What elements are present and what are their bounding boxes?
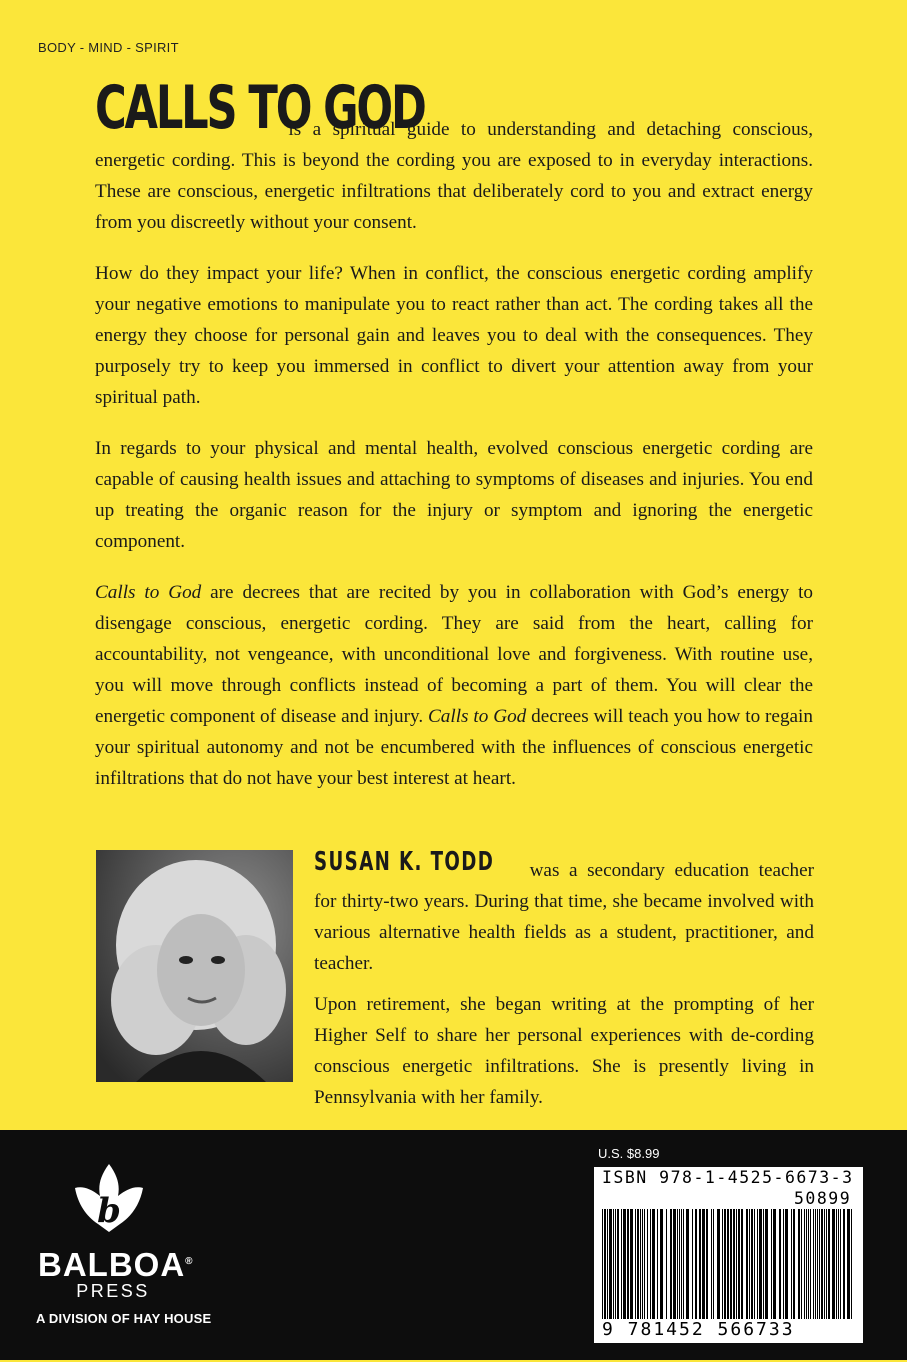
barcode-bar (808, 1209, 809, 1319)
paragraph-4 (95, 577, 813, 794)
barcode-bar (736, 1209, 737, 1319)
author-section (96, 847, 814, 1108)
italic-title-1: Calls to God (95, 582, 202, 603)
barcode-digits: 9 781452 566733 (602, 1319, 795, 1340)
barcode-bar (791, 1209, 792, 1319)
barcode-bar (609, 1209, 612, 1319)
barcode-bar (771, 1209, 772, 1319)
barcode-bar (604, 1209, 606, 1319)
paragraph-3: In regards to your physical and mental health, evolved conscious energetic cording are capable of causing health issues and attaching to symptoms of diseases and injuries. You end up treating the organic reason for the injury or symptom and ignoring the energetic component. (95, 438, 813, 552)
author-photo (96, 850, 293, 1082)
publisher-name-text: BALBOA (38, 1246, 186, 1283)
lotus-icon (74, 1162, 144, 1240)
barcode-bar (757, 1209, 758, 1319)
logo-letter: b (97, 1191, 121, 1231)
isbn-text: ISBN 978-1-4525-6673-3 (602, 1168, 854, 1187)
barcode-bar (746, 1209, 748, 1319)
barcode-bar (681, 1209, 682, 1319)
footer-band (0, 1130, 907, 1360)
barcode-bar (666, 1209, 667, 1319)
barcode-bar (695, 1209, 697, 1319)
barcode-bar (650, 1209, 651, 1319)
description (95, 73, 814, 814)
barcode-bar (677, 1209, 678, 1319)
paragraph-4-text-2: decrees will teach you how to regain your spiritual autonomy and not be encumbered with the influences of conscious energetic infiltrations that do not have your best interest at heart. (95, 706, 813, 789)
barcode-bar (738, 1209, 740, 1319)
barcode-bar (730, 1209, 732, 1319)
barcode-bar (706, 1209, 708, 1319)
author-name: SUSAN K. TODD (314, 847, 495, 877)
portrait-image (96, 850, 293, 1082)
barcode-bar (602, 1209, 603, 1319)
barcode-bar (627, 1209, 629, 1319)
author-name-wrapper (314, 847, 520, 877)
barcode-bar (847, 1209, 850, 1319)
barcode-bar (828, 1209, 830, 1319)
barcode-bar (621, 1209, 622, 1319)
barcode-bar (838, 1209, 839, 1319)
barcode-bar (817, 1209, 818, 1319)
intro-text: is a spiritual guide to understanding and detaching conscious, energetic cording. This is beyond the cording you are exposed to in everyday interactions. These are conscious, energetic infiltrations that deliberately cord to you and extract energy from you discreetly without your consent. (95, 119, 814, 233)
barcode-bar (670, 1209, 672, 1319)
barcode-bar (763, 1209, 764, 1319)
paragraph-4-text-1: are decrees that are recited by you in collaboration with God’s energy to disengage conscious, energetic cording. They are said from the heart, calling for accountability, not vengeance, with unconditional love and forgiveness. With routine use, you will move through conflicts instead of becoming a part of them. You will clear the energetic component of disease and injury. (95, 582, 813, 727)
barcode-bar (733, 1209, 735, 1319)
barcode-bar (679, 1209, 680, 1319)
barcode-bar (785, 1209, 788, 1319)
barcode-bar (644, 1209, 645, 1319)
publisher-division: A DIVISION OF HAY HOUSE (36, 1311, 212, 1326)
price-code: 50899 (794, 1189, 852, 1208)
title-wrapper (95, 73, 425, 143)
barcode-bar (821, 1209, 823, 1319)
barcode-bar (749, 1209, 750, 1319)
barcode-bar (806, 1209, 807, 1319)
category-label: BODY - MIND - SPIRIT (38, 40, 179, 55)
barcode-bar (623, 1209, 626, 1319)
barcode-bar (617, 1209, 619, 1319)
bio-paragraph-1 (314, 847, 814, 979)
book-title: CALLS TO GOD (95, 73, 425, 143)
barcode-bar (813, 1209, 814, 1319)
barcode-bar (836, 1209, 837, 1319)
barcode-bar (702, 1209, 705, 1319)
barcode-bar (660, 1209, 663, 1319)
barcode-bar (783, 1209, 784, 1319)
barcode-bar (613, 1209, 614, 1319)
barcode-bar (804, 1209, 805, 1319)
paragraph-2: How do they impact your life? When in conflict, the conscious energetic cording amplify your negative emotions to manipulate you to react rather than act. The cording takes all the energy they choose for personal gain and leaves you to deal with the consequences. They purposely try to keep you immersed in conflict to divert your attention away from your spiritual path. (95, 263, 813, 408)
barcode-bar (779, 1209, 781, 1319)
barcode-bar (607, 1209, 608, 1319)
barcode-bar (819, 1209, 820, 1319)
barcode-bar (635, 1209, 636, 1319)
barcode-bar (751, 1209, 753, 1319)
barcode-bar (652, 1209, 655, 1319)
barcode-bar (843, 1209, 845, 1319)
italic-title-2: Calls to God (428, 706, 527, 727)
barcode-bar (717, 1209, 720, 1319)
barcode-bar (724, 1209, 726, 1319)
price-label: U.S. $8.99 (598, 1146, 660, 1161)
barcode-bar (824, 1209, 825, 1319)
barcode-box (594, 1167, 863, 1343)
barcode-bar (754, 1209, 755, 1319)
barcode-bar (630, 1209, 633, 1319)
barcode-bar (793, 1209, 795, 1319)
author-bio (314, 847, 814, 1123)
barcode-bar (727, 1209, 729, 1319)
barcode-bar (640, 1209, 641, 1319)
barcode-bar (692, 1209, 693, 1319)
barcode-bar (851, 1209, 852, 1319)
barcode-bar (810, 1209, 811, 1319)
barcode-bar (683, 1209, 684, 1319)
barcode-bar (832, 1209, 835, 1319)
publisher-logo (36, 1162, 212, 1362)
barcode-bar (826, 1209, 827, 1319)
barcode-bar (722, 1209, 723, 1319)
publisher-sub: PRESS (76, 1281, 150, 1301)
barcode-bar (673, 1209, 676, 1319)
registered-mark: ® (185, 1256, 194, 1267)
barcode-bars (596, 1209, 861, 1319)
barcode-bar (615, 1209, 616, 1319)
bio-text-1: was a secondary education teacher for thirty-two years. During that time, she became involved with various alternative health fields as a student, practitioner, and teacher. (314, 860, 814, 974)
barcode-bar (647, 1209, 648, 1319)
barcode-bar (815, 1209, 816, 1319)
barcode-bar (759, 1209, 762, 1319)
barcode-bar (642, 1209, 643, 1319)
barcode-bar (686, 1209, 689, 1319)
barcode-bar (773, 1209, 776, 1319)
barcode-bar (801, 1209, 802, 1319)
barcode-bar (699, 1209, 701, 1319)
barcode-bar (840, 1209, 841, 1319)
barcode-bar (741, 1209, 743, 1319)
bio-paragraph-2: Upon retirement, she began writing at the prompting of her Higher Self to share her personal experiences with de-cording conscious energetic infiltrations. She is presently living in Pennsylvania with her family. (314, 994, 814, 1108)
barcode-bar (657, 1209, 658, 1319)
barcode-bar (637, 1209, 639, 1319)
publisher-name (38, 1245, 194, 1283)
barcode-bar (711, 1209, 712, 1319)
intro-paragraph (95, 73, 814, 238)
barcode-bar (713, 1209, 714, 1319)
barcode-bar (798, 1209, 800, 1319)
barcode-bar (765, 1209, 768, 1319)
